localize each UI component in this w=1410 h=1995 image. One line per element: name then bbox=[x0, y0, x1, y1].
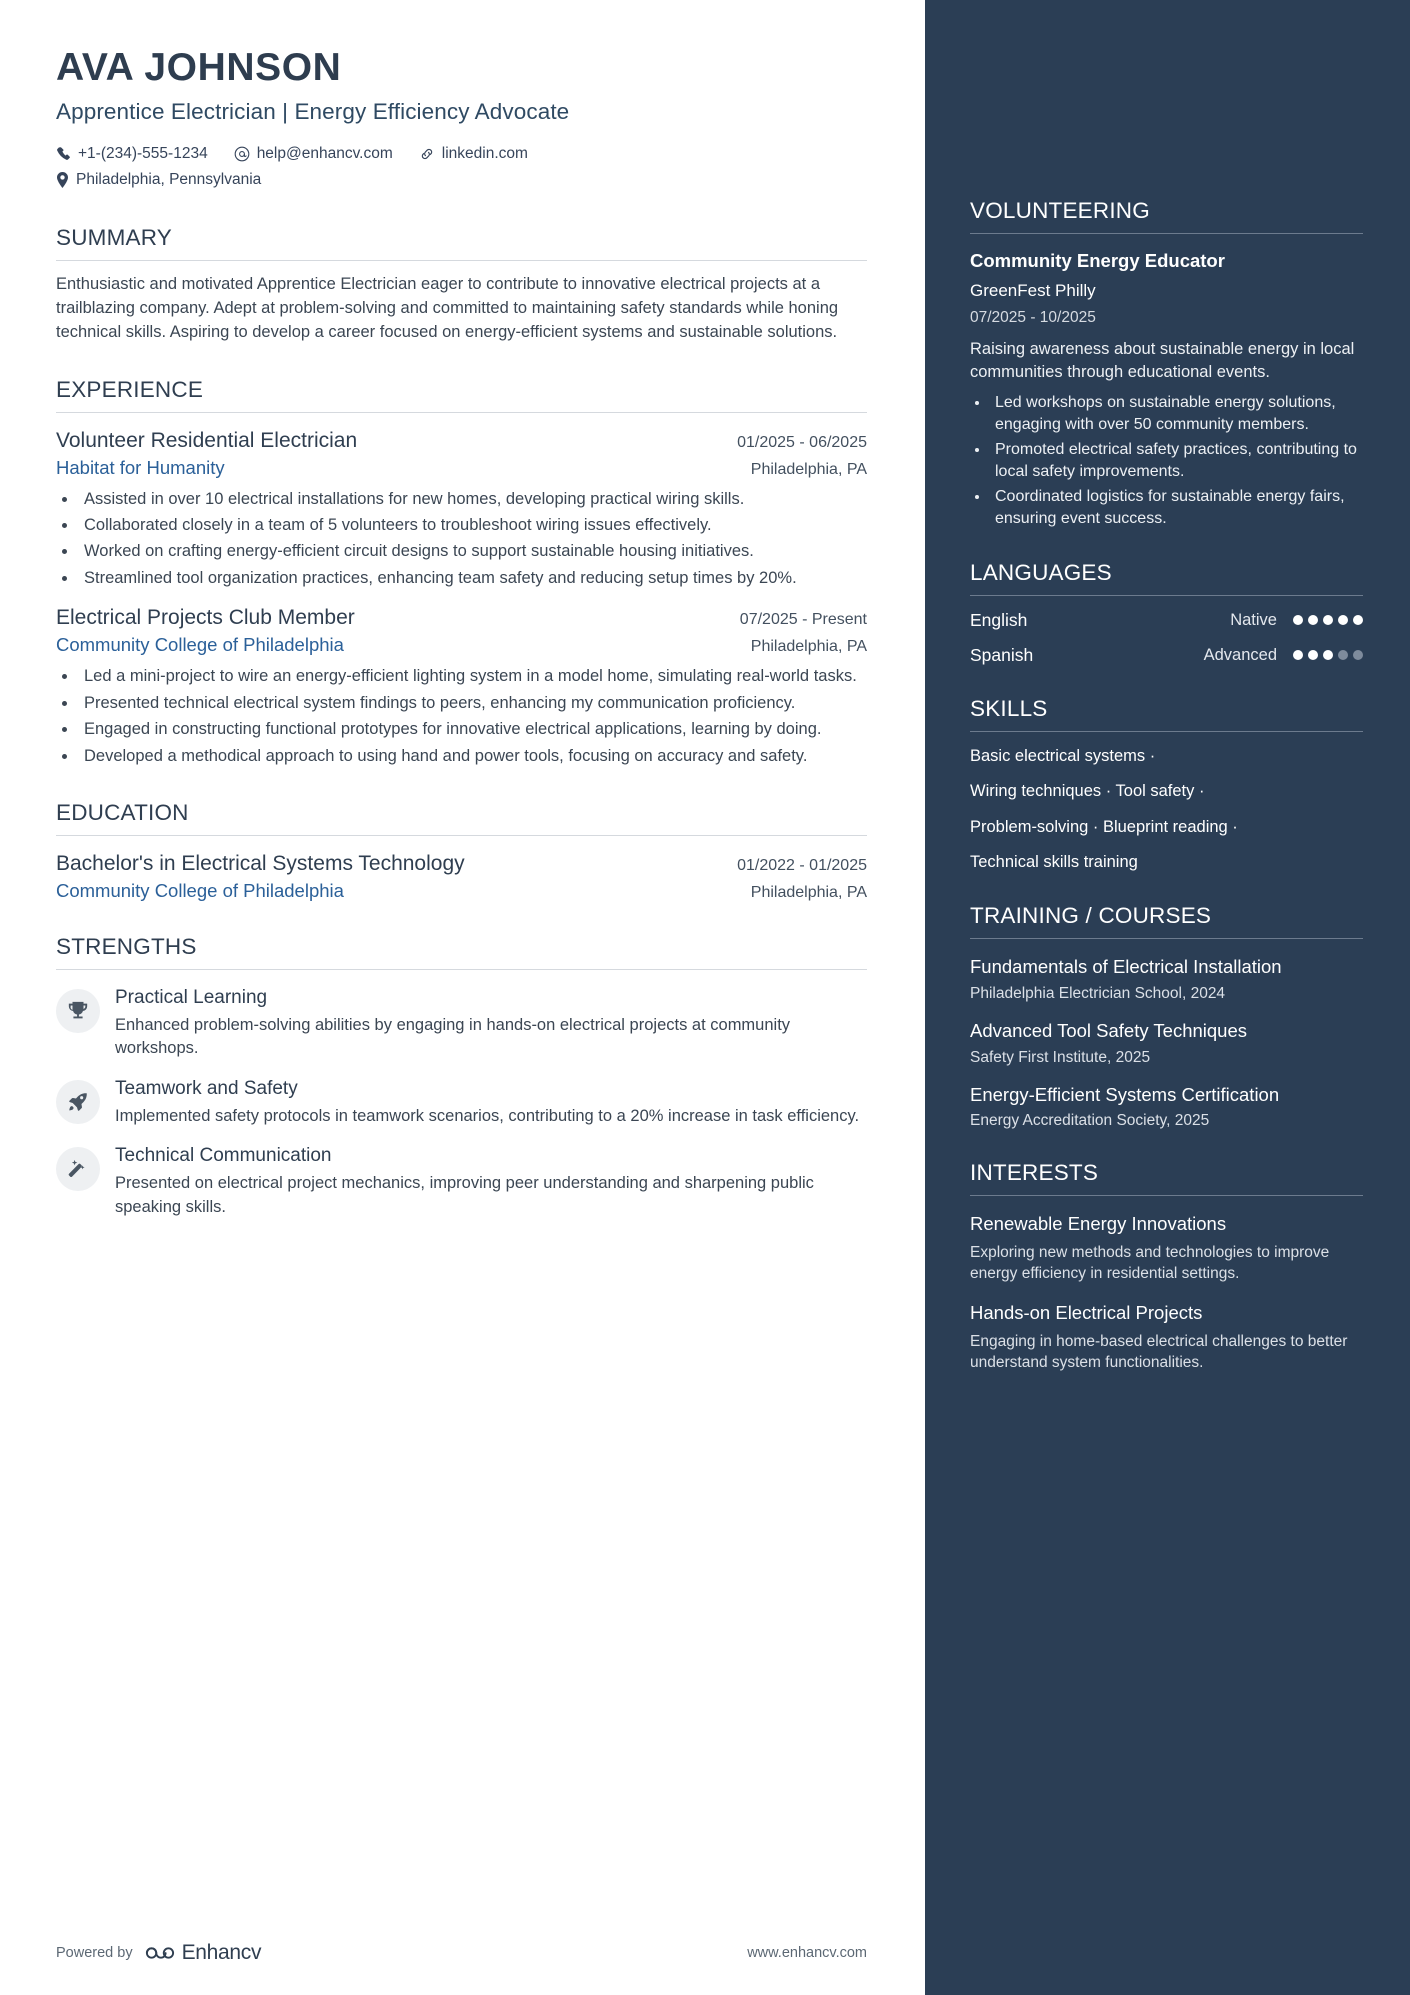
language-rating bbox=[1293, 615, 1363, 625]
experience-item bbox=[56, 429, 867, 591]
interest-name: Renewable Energy Innovations bbox=[970, 1213, 1227, 1235]
strength-title: Technical Communication bbox=[115, 1145, 332, 1167]
list-item: • Led workshops on sustainable energy solutions, engaging with over 50 community members. bbox=[990, 392, 1363, 436]
link-icon bbox=[419, 146, 435, 162]
section-title-summary: SUMMARY bbox=[56, 224, 172, 250]
experience-bullets bbox=[78, 488, 867, 591]
language-level: Native bbox=[1230, 610, 1277, 629]
experience-location: Philadelphia, PA bbox=[750, 460, 867, 478]
phone-icon bbox=[56, 146, 71, 161]
contact-info bbox=[56, 141, 867, 193]
course-meta: Philadelphia Electrician School, 2024 bbox=[970, 985, 1226, 1003]
section-title-strengths: STRENGTHS bbox=[56, 933, 197, 959]
education-item bbox=[56, 852, 867, 902]
skill-line: Basic electrical systems · bbox=[970, 746, 1156, 765]
skill-line: Problem-solving · Blueprint reading · bbox=[970, 817, 1238, 836]
education-date: 01/2022 - 01/2025 bbox=[737, 856, 867, 874]
course-name: Fundamentals of Electrical Installation bbox=[970, 956, 1282, 978]
strength-item bbox=[56, 1145, 867, 1219]
enhancv-logo bbox=[145, 1941, 262, 1965]
divider bbox=[56, 835, 867, 836]
contact-linkedin[interactable] bbox=[419, 141, 528, 167]
powered-by-block bbox=[56, 1941, 261, 1965]
candidate-name: AVA JOHNSON bbox=[56, 46, 342, 89]
brand-name: Enhancv bbox=[181, 1941, 262, 1964]
experience-location: Philadelphia, PA bbox=[750, 638, 867, 656]
strength-title: Practical Learning bbox=[115, 986, 268, 1008]
interest-description: Engaging in home-based electrical challenges to better understand system functionalities. bbox=[970, 1332, 1348, 1371]
language-level: Advanced bbox=[1203, 645, 1277, 664]
list-item: • Coordinated logistics for sustainable energy fairs, ensuring event success. bbox=[990, 486, 1363, 530]
experience-bullets bbox=[78, 665, 867, 768]
volunteering-organization: GreenFest Philly bbox=[970, 281, 1096, 301]
skill-line: Technical skills training bbox=[970, 852, 1138, 871]
volunteering-bullets bbox=[990, 392, 1363, 529]
language-item bbox=[970, 645, 1363, 666]
strength-title: Teamwork and Safety bbox=[115, 1077, 298, 1099]
course-meta: Energy Accreditation Society, 2025 bbox=[970, 1112, 1210, 1130]
location-pin-icon bbox=[56, 172, 69, 188]
interest-name: Hands-on Electrical Projects bbox=[970, 1301, 1203, 1323]
resume-sidebar bbox=[925, 0, 1410, 1995]
language-name: Spanish bbox=[970, 644, 1034, 665]
experience-role: Volunteer Residential Electrician bbox=[56, 428, 358, 452]
experience-role: Electrical Projects Club Member bbox=[56, 606, 355, 630]
section-title-training: TRAINING / COURSES bbox=[970, 903, 1212, 929]
course-item bbox=[970, 1083, 1363, 1131]
phone-text: +1-(234)-555-1234 bbox=[78, 144, 208, 162]
list-item: • Engaged in constructing functional prototypes for innovative electrical applications, learning by doing. bbox=[78, 718, 867, 741]
strength-item bbox=[56, 987, 867, 1061]
contact-phone bbox=[56, 141, 208, 167]
location-text: Philadelphia, Pennsylvania bbox=[76, 170, 262, 188]
divider bbox=[970, 731, 1363, 732]
volunteering-date: 07/2025 - 10/2025 bbox=[970, 309, 1096, 327]
list-item: • Developed a methodical approach to using hand and power tools, focusing on accuracy and safety. bbox=[78, 745, 867, 768]
course-item bbox=[970, 1019, 1363, 1067]
experience-organization: Habitat for Humanity bbox=[56, 456, 225, 478]
strength-description: Presented on electrical project mechanics, improving peer understanding and sharpening public speaking skills. bbox=[115, 1174, 814, 1216]
powered-by-label: Powered by bbox=[56, 1945, 133, 1961]
email-text: help@enhancv.com bbox=[256, 144, 393, 162]
candidate-headline: Apprentice Electrician | Energy Efficiency Advocate bbox=[56, 98, 570, 124]
education-school: Community College of Philadelphia bbox=[56, 879, 344, 901]
footer bbox=[56, 1941, 867, 1965]
divider bbox=[56, 969, 867, 970]
language-item bbox=[970, 610, 1363, 631]
education-degree: Bachelor's in Electrical Systems Technology bbox=[56, 851, 465, 875]
list-item: • Collaborated closely in a team of 5 volunteers to troubleshoot wiring issues effectively. bbox=[78, 514, 867, 537]
list-item: • Presented technical electrical system findings to peers, enhancing my communication proficiency. bbox=[78, 692, 867, 715]
section-title-skills: SKILLS bbox=[970, 695, 1048, 721]
section-title-interests: INTERESTS bbox=[970, 1160, 1099, 1186]
list-item: • Assisted in over 10 electrical installations for new homes, developing practical wiring skills. bbox=[78, 488, 867, 511]
strength-description: Implemented safety protocols in teamwork scenarios, contributing to a 20% increase in task efficiency. bbox=[115, 1106, 860, 1125]
email-icon bbox=[234, 146, 250, 162]
divider bbox=[56, 260, 867, 261]
strength-item bbox=[56, 1078, 867, 1128]
strength-description: Enhanced problem-solving abilities by engaging in hands-on electrical projects at community workshops. bbox=[115, 1015, 791, 1058]
experience-item bbox=[56, 606, 867, 768]
trophy-icon bbox=[56, 989, 100, 1033]
divider bbox=[970, 233, 1363, 234]
skill-line: Wiring techniques · Tool safety · bbox=[970, 782, 1205, 801]
interest-description: Exploring new methods and technologies to improve energy efficiency in residential settings. bbox=[970, 1244, 1330, 1283]
summary-text: Enthusiastic and motivated Apprentice Electrician eager to contribute to innovative electrical projects at a trailblazing company. Adept at problem-solving and committed to maintaining safety standards while honing technical skills. Aspiring to develop a career focused on energy-efficient systems and sustainable solutions. bbox=[56, 274, 839, 341]
list-item: • Promoted electrical safety practices, contributing to local safety improvements. bbox=[990, 439, 1363, 483]
section-title-languages: LANGUAGES bbox=[970, 559, 1112, 585]
divider bbox=[970, 1195, 1363, 1196]
interest-item bbox=[970, 1212, 1363, 1284]
section-title-volunteering: VOLUNTEERING bbox=[970, 198, 1150, 223]
list-item: • Worked on crafting energy-efficient circuit designs to support sustainable housing initiatives. bbox=[78, 540, 867, 563]
contact-email bbox=[234, 141, 393, 167]
contact-location bbox=[56, 167, 261, 193]
section-title-education: EDUCATION bbox=[56, 799, 189, 825]
divider bbox=[970, 938, 1363, 939]
course-name: Energy-Efficient Systems Certification bbox=[970, 1083, 1280, 1105]
experience-date: 01/2025 - 06/2025 bbox=[737, 433, 867, 451]
section-title-experience: EXPERIENCE bbox=[56, 376, 204, 402]
experience-date: 07/2025 - Present bbox=[739, 611, 867, 629]
language-name: English bbox=[970, 609, 1028, 630]
divider bbox=[56, 412, 867, 413]
education-location: Philadelphia, PA bbox=[750, 883, 867, 901]
course-meta: Safety First Institute, 2025 bbox=[970, 1048, 1151, 1066]
rocket-icon bbox=[56, 1080, 100, 1124]
course-name: Advanced Tool Safety Techniques bbox=[970, 1020, 1248, 1042]
course-item bbox=[970, 955, 1363, 1003]
list-item: • Streamlined tool organization practices, enhancing team safety and reducing setup times by 20%. bbox=[78, 567, 867, 590]
linkedin-text: linkedin.com bbox=[441, 144, 528, 162]
volunteering-description: Raising awareness about sustainable energy in local communities through educational events. bbox=[970, 340, 1355, 382]
language-rating bbox=[1293, 650, 1363, 660]
wand-icon bbox=[56, 1147, 100, 1191]
experience-organization: Community College of Philadelphia bbox=[56, 634, 344, 656]
divider bbox=[970, 595, 1363, 596]
footer-website: www.enhancv.com bbox=[747, 1945, 867, 1961]
volunteering-role: Community Energy Educator bbox=[970, 250, 1225, 271]
list-item: • Led a mini-project to wire an energy-efficient lighting system in a model home, simulating real-world tasks. bbox=[78, 665, 867, 688]
interest-item bbox=[970, 1301, 1363, 1373]
